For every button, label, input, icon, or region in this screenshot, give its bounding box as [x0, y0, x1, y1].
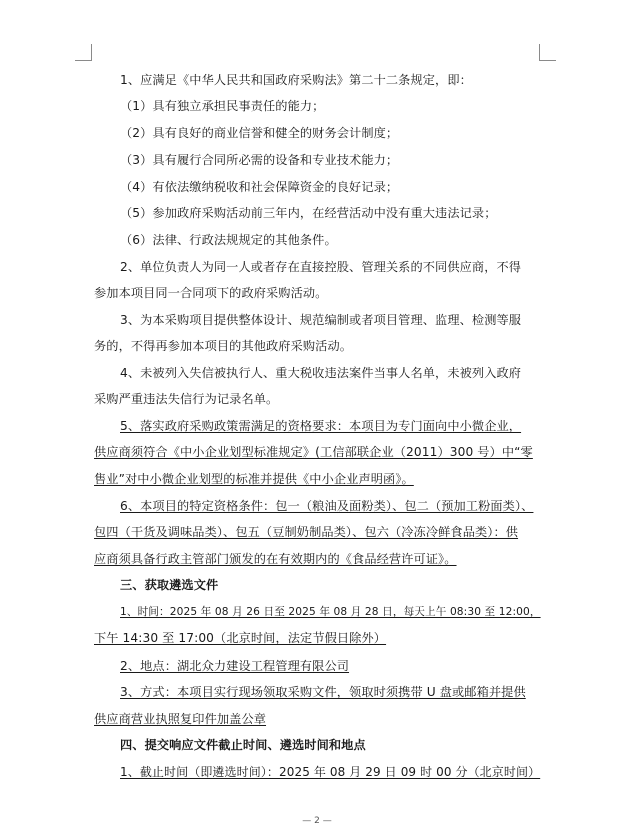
crop-mark-top-left: [75, 44, 92, 61]
clause-1-item-4: （4）有依法缴纳税收和社会保障资金的良好记录；: [120, 180, 399, 194]
acquire-method-line-2: 供应商营业执照复印件加盖公章: [94, 712, 267, 726]
section-4-heading: 四、提交响应文件截止时间、遴选时间和地点: [120, 738, 366, 752]
acquire-time-line-1: 1、时间：2025 年 08 月 26 日至 2025 年 08 月 28 日，每天上午 08:30 至 12:00，: [120, 605, 541, 618]
clause-2-line-1: 2、单位负责人为同一人或者存在直接控股、管理关系的不同供应商，不得: [120, 260, 522, 274]
clause-1-item-3: （3）具有履行合同所必需的设备和专业技术能力；: [120, 153, 399, 167]
clause-5-line-3: 售业”对中小微企业划型的标准并提供《中小企业声明函》。: [94, 472, 414, 486]
clause-6-line-1: 6、本项目的特定资格条件：包一（粮油及面粉类）、包二（预加工粉面类）、: [120, 499, 534, 513]
acquire-method-line-1: 3、方式：本项目实行现场领取采购文件，领取时须携带 U 盘或邮箱并提供: [120, 685, 526, 699]
clause-1-intro: 1、应满足《中华人民共和国政府采购法》第二十二条规定，即：: [120, 73, 472, 87]
clause-6-line-2: 包四（干货及调味品类）、包五（豆制奶制品类）、包六（冷冻冷鲜食品类）：供: [94, 525, 519, 539]
clause-1-item-6: （6）法律、行政法规规定的其他条件。: [120, 233, 337, 247]
acquire-time-line-2: 下午 14:30 至 17:00（北京时间，法定节假日除外）: [94, 631, 387, 645]
clause-1-item-5: （5）参加政府采购活动前三年内，在经营活动中没有重大违法记录；: [120, 206, 497, 220]
clause-2-line-2: 参加本项目同一合同项下的政府采购活动。: [94, 286, 328, 300]
clause-6-line-3: 应商须具备行政主管部门颁发的在有效期内的《食品经营许可证》。: [94, 552, 457, 566]
clause-4-line-2: 采购严重违法失信行为记录名单。: [94, 392, 279, 406]
clause-1-item-2: （2）具有良好的商业信誉和健全的财务会计制度；: [120, 126, 399, 140]
clause-5-line-2: 供应商须符合《中小企业划型标准规定》(工信部联企业（2011）300 号）中“零: [94, 445, 533, 459]
clause-3-line-1: 3、为本采购项目提供整体设计、规范编制或者项目管理、监理、检测等服: [120, 313, 522, 327]
clause-4-line-1: 4、未被列入失信被执行人、重大税收违法案件当事人名单，未被列入政府: [120, 366, 522, 380]
page-number: — 2 —: [302, 816, 332, 826]
section-3-heading: 三、获取遴选文件: [120, 578, 219, 592]
deadline-line: 1、截止时间（即遴选时间）：2025 年 08 月 29 日 09 时 00 分（北京时间）: [120, 765, 541, 779]
clause-3-line-2: 务的，不得再参加本项目的其他政府采购活动。: [94, 339, 353, 353]
crop-mark-top-right: [539, 44, 556, 61]
clause-5-line-1: 5、落实政府采购政策需满足的资格要求：本项目为专门面向中小微企业，: [120, 419, 522, 433]
acquire-location: 2、地点：湖北众力建设工程管理有限公司: [120, 659, 350, 673]
clause-1-item-1: （1）具有独立承担民事责任的能力；: [120, 99, 325, 113]
